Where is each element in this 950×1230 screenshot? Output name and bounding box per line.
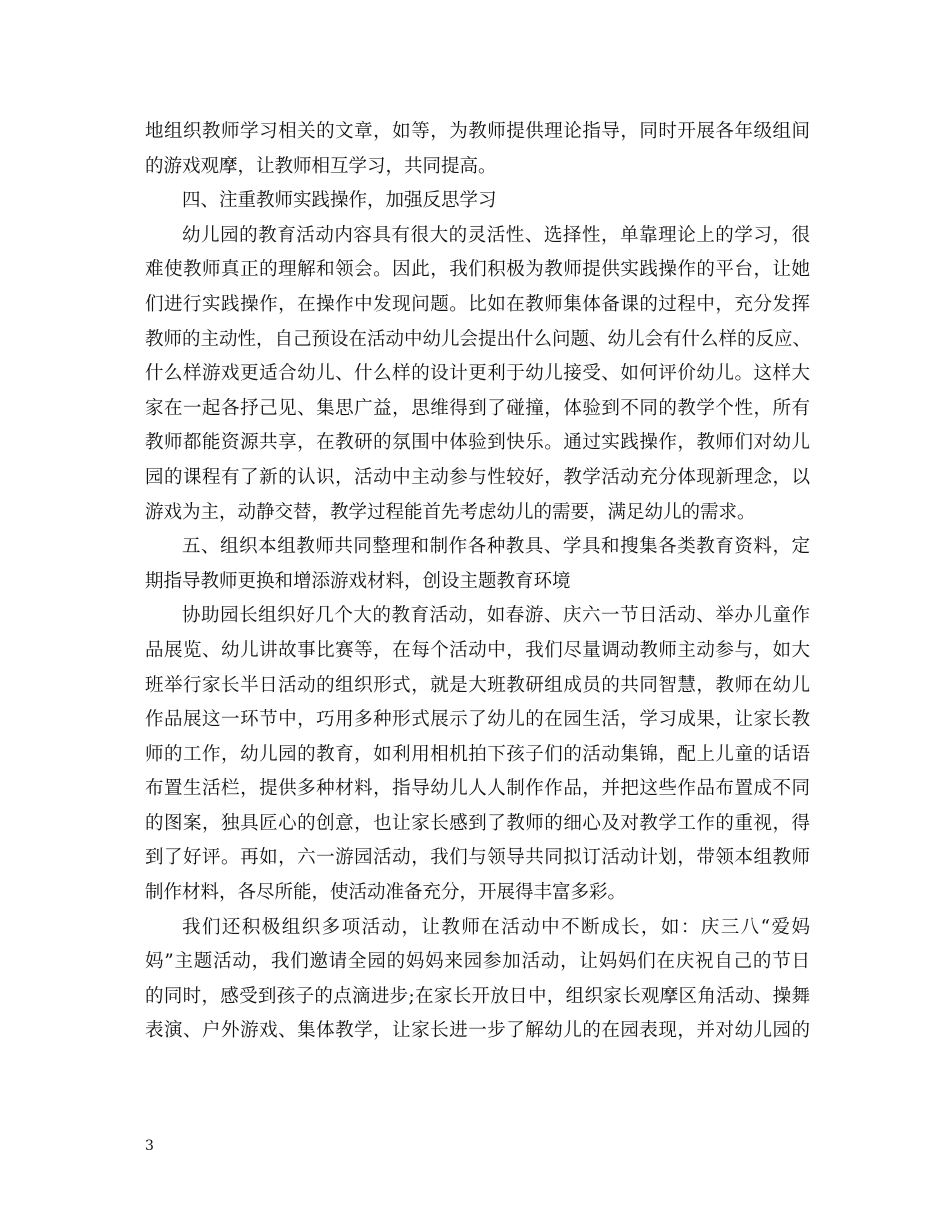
text-line: 作品展这一环节中，巧用多种形式展示了幼儿的在园生活，学习成果，让家长教 <box>145 709 810 731</box>
text-line: 到了好评。再如，六一游园活动，我们与领导共同拟订活动计划，带领本组教师 <box>145 847 810 869</box>
text-line: 游戏为主，动静交替，教学过程能首先考虑幼儿的需要，满足幼儿的需求。 <box>145 501 756 523</box>
text-line: 的图案，独具匠心的创意，也让家长感到了教师的细心及对教学工作的重视，得 <box>145 812 810 834</box>
text-line: 的游戏观摩，让教师相互学习，共同提高。 <box>145 155 497 177</box>
text-line: 布置生活栏，提供多种材料，指导幼儿人人制作作品，并把这些作品布置成不同 <box>145 778 810 800</box>
page-number: 3 <box>145 1138 154 1154</box>
text-line: 师的工作，幼儿园的教育，如利用相机拍下孩子们的活动集锦，配上儿童的话语 <box>145 743 810 765</box>
text-line: 地组织教师学习相关的文章，如等，为教师提供理论指导，同时开展各年级组间 <box>145 121 810 142</box>
text-line: 教师都能资源共享，在教研的氛围中体验到快乐。通过实践操作，教师们对幼儿 <box>145 432 810 454</box>
text-line: 什么样游戏更适合幼儿、什么样的设计更利于幼儿接受、如何评价幼儿。这样大 <box>145 363 810 385</box>
text-line: 园的课程有了新的认识，活动中主动参与性较好，教学活动充分体现新理念，以 <box>145 466 810 488</box>
text-line: 我们还积极组织多项活动，让教师在活动中不断成长，如：庆三八“爱妈 <box>182 916 810 938</box>
section-heading: 五、组织本组教师共同整理和制作各种教具、学具和搜集各类教育资料，定 <box>182 536 810 558</box>
text-line: 班举行家长半日活动的组织形式，就是大班教研组成员的共同智慧，教师在幼儿 <box>145 674 810 696</box>
text-line: 制作材料，各尽所能，使活动准备充分，开展得丰富多彩。 <box>145 882 627 904</box>
text-line: 表演、户外游戏、集体教学，让家长进一步了解幼儿的在园表现，并对幼儿园的 <box>145 1020 810 1042</box>
text-line: 的同时，感受到孩子的点滴进步;在家长开放日中，组织家长观摩区角活动、操舞 <box>145 985 810 1007</box>
text-line: 教师的主动性，自己预设在活动中幼儿会提出什么问题、幼儿会有什么样的反应、 <box>145 328 812 350</box>
text-line: 协助园长组织好几个大的教育活动，如春游、庆六一节日活动、举办儿童作 <box>182 605 810 627</box>
text-line: 难使教师真正的理解和领会。因此，我们积极为教师提供实践操作的平台，让她 <box>145 259 810 281</box>
text-line: 品展览、幼儿讲故事比赛等，在每个活动中，我们尽量调动教师主动参与，如大 <box>145 639 810 661</box>
text-line: 家在一起各抒己见、集思广益，思维得到了碰撞，体验到不同的教学个性，所有 <box>145 397 810 419</box>
text-line: 妈”主题活动，我们邀请全园的妈妈来园参加活动，让妈妈们在庆祝自己的节日 <box>145 951 810 973</box>
text-line: 们进行实践操作，在操作中发现问题。比如在教师集体备课的过程中，充分发挥 <box>145 293 810 315</box>
section-heading-continued: 期指导教师更换和增添游戏材料，创设主题教育环境 <box>145 570 571 592</box>
section-heading: 四、注重教师实践操作，加强反思学习 <box>182 190 497 212</box>
body-text <box>145 115 810 1049</box>
text-line: 幼儿园的教育活动内容具有很大的灵活性、选择性，单靠理论上的学习，很 <box>182 224 810 246</box>
